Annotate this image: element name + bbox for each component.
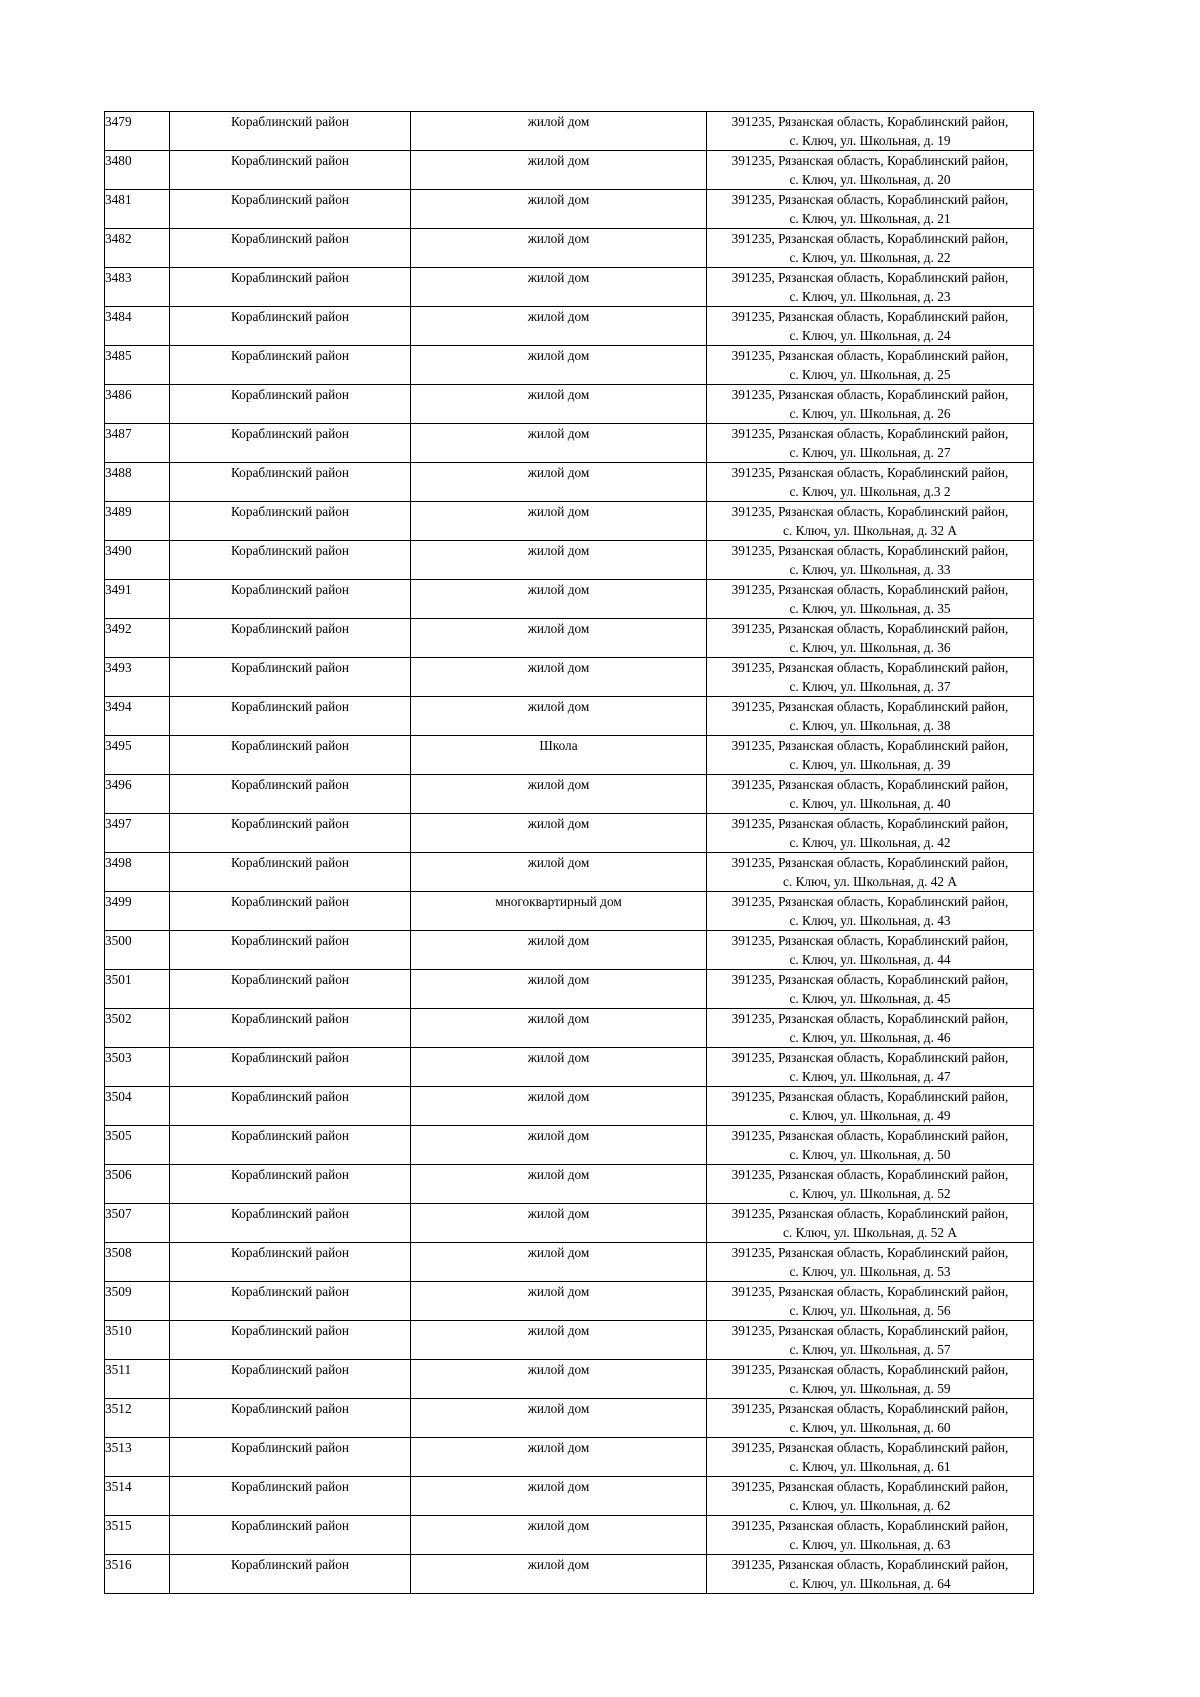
address-prefix: 391235, Рязанская область, Кораблинский район, [731,1050,1009,1065]
address-street: с. Ключ, ул. Школьная, д. 49 [789,1108,951,1123]
district-cell: Кораблинский район [170,1048,411,1087]
table-row [105,346,1034,385]
address-street: с. Ключ, ул. Школьная, д. 27 [789,445,951,460]
object-type-cell: жилой дом [411,385,707,424]
address-prefix: 391235, Рязанская область, Кораблинский район, [731,348,1009,363]
object-type-cell: жилой дом [411,1321,707,1360]
row-number: 3504 [105,1087,170,1126]
address-street: с. Ключ, ул. Школьная, д. 57 [789,1342,951,1357]
address-cell [707,1243,1034,1282]
address-prefix: 391235, Рязанская область, Кораблинский район, [731,114,1009,129]
table-row [105,463,1034,502]
address-cell [707,892,1034,931]
table-row [105,1243,1034,1282]
address-cell [707,1048,1034,1087]
table-row [105,112,1034,151]
address-street: с. Ключ, ул. Школьная, д. 64 [789,1576,951,1591]
table-row [105,1399,1034,1438]
row-number: 3484 [105,307,170,346]
table-row [105,385,1034,424]
object-type-cell: жилой дом [411,1438,707,1477]
object-type-cell: жилой дом [411,1282,707,1321]
object-type-cell: жилой дом [411,1087,707,1126]
address-prefix: 391235, Рязанская область, Кораблинский район, [731,777,1009,792]
address-prefix: 391235, Рязанская область, Кораблинский район, [731,192,1009,207]
object-type-cell: жилой дом [411,697,707,736]
address-street: с. Ключ, ул. Школьная, д. 22 [789,250,951,265]
address-prefix: 391235, Рязанская область, Кораблинский район, [731,309,1009,324]
address-street: с. Ключ, ул. Школьная, д. 42 [789,835,951,850]
address-cell [707,1477,1034,1516]
table-row [105,1204,1034,1243]
address-prefix: 391235, Рязанская область, Кораблинский район, [731,1440,1009,1455]
address-prefix: 391235, Рязанская область, Кораблинский район, [731,933,1009,948]
row-number: 3501 [105,970,170,1009]
address-street: с. Ключ, ул. Школьная, д. 52 [789,1186,951,1201]
table-row [105,1438,1034,1477]
address-prefix: 391235, Рязанская область, Кораблинский район, [731,1206,1009,1221]
address-cell [707,1165,1034,1204]
address-prefix: 391235, Рязанская область, Кораблинский район, [731,1128,1009,1143]
row-number: 3513 [105,1438,170,1477]
district-cell: Кораблинский район [170,619,411,658]
district-cell: Кораблинский район [170,541,411,580]
table-row [105,619,1034,658]
district-cell: Кораблинский район [170,1360,411,1399]
district-cell: Кораблинский район [170,112,411,151]
table-row [105,775,1034,814]
address-street: с. Ключ, ул. Школьная, д. 35 [789,601,951,616]
object-type-cell: жилой дом [411,1204,707,1243]
address-street: с. Ключ, ул. Школьная, д. 24 [789,328,951,343]
address-cell [707,1009,1034,1048]
address-cell [707,970,1034,1009]
address-cell [707,1204,1034,1243]
table-row [105,1165,1034,1204]
address-prefix: 391235, Рязанская область, Кораблинский район, [731,270,1009,285]
district-cell: Кораблинский район [170,268,411,307]
row-number: 3491 [105,580,170,619]
district-cell: Кораблинский район [170,736,411,775]
address-street: с. Ключ, ул. Школьная, д. 52 А [783,1225,957,1240]
address-street: с. Ключ, ул. Школьная, д. 56 [789,1303,951,1318]
table-row [105,1126,1034,1165]
address-cell [707,346,1034,385]
table-row [105,931,1034,970]
district-cell: Кораблинский район [170,1204,411,1243]
address-street: с. Ключ, ул. Школьная, д. 36 [789,640,951,655]
district-cell: Кораблинский район [170,970,411,1009]
table-row [105,1477,1034,1516]
table-row [105,424,1034,463]
address-street: с. Ключ, ул. Школьная, д. 38 [789,718,951,733]
address-cell [707,1282,1034,1321]
address-cell [707,385,1034,424]
district-cell: Кораблинский район [170,502,411,541]
address-prefix: 391235, Рязанская область, Кораблинский район, [731,504,1009,519]
object-type-cell: жилой дом [411,151,707,190]
address-street: с. Ключ, ул. Школьная, д. 62 [789,1498,951,1513]
address-prefix: 391235, Рязанская область, Кораблинский район, [731,231,1009,246]
address-prefix: 391235, Рязанская область, Кораблинский район, [731,1011,1009,1026]
row-number: 3516 [105,1555,170,1594]
object-type-cell: жилой дом [411,1399,707,1438]
district-cell: Кораблинский район [170,151,411,190]
address-cell [707,190,1034,229]
table-row [105,580,1034,619]
address-cell [707,931,1034,970]
address-street: с. Ключ, ул. Школьная, д. 37 [789,679,951,694]
row-number: 3506 [105,1165,170,1204]
table-row [105,307,1034,346]
district-cell: Кораблинский район [170,1516,411,1555]
table-row [105,1009,1034,1048]
table-row [105,697,1034,736]
row-number: 3495 [105,736,170,775]
object-type-cell: жилой дом [411,1009,707,1048]
district-cell: Кораблинский район [170,1009,411,1048]
address-cell [707,463,1034,502]
object-type-cell: жилой дом [411,580,707,619]
address-cell [707,1438,1034,1477]
district-cell: Кораблинский район [170,229,411,268]
object-type-cell: жилой дом [411,970,707,1009]
address-prefix: 391235, Рязанская область, Кораблинский район, [731,1089,1009,1104]
row-number: 3514 [105,1477,170,1516]
object-type-cell: жилой дом [411,268,707,307]
object-type-cell: жилой дом [411,346,707,385]
object-type-cell: жилой дом [411,112,707,151]
row-number: 3490 [105,541,170,580]
table-row [105,970,1034,1009]
address-prefix: 391235, Рязанская область, Кораблинский район, [731,543,1009,558]
address-cell [707,1360,1034,1399]
table-row [105,1321,1034,1360]
object-type-cell: многоквартирный дом [411,892,707,931]
address-prefix: 391235, Рязанская область, Кораблинский район, [731,738,1009,753]
table-row [105,736,1034,775]
address-prefix: 391235, Рязанская область, Кораблинский район, [731,816,1009,831]
address-prefix: 391235, Рязанская область, Кораблинский район, [731,894,1009,909]
row-number: 3507 [105,1204,170,1243]
row-number: 3508 [105,1243,170,1282]
address-street: с. Ключ, ул. Школьная, д. 20 [789,172,951,187]
address-prefix: 391235, Рязанская область, Кораблинский район, [731,1167,1009,1182]
address-street: с. Ключ, ул. Школьная, д. 43 [789,913,951,928]
object-type-cell: жилой дом [411,814,707,853]
row-number: 3502 [105,1009,170,1048]
address-prefix: 391235, Рязанская область, Кораблинский район, [731,426,1009,441]
address-street: с. Ключ, ул. Школьная, д. 23 [789,289,951,304]
object-type-cell: жилой дом [411,229,707,268]
address-cell [707,1555,1034,1594]
address-cell [707,580,1034,619]
object-type-cell: жилой дом [411,1165,707,1204]
address-prefix: 391235, Рязанская область, Кораблинский район, [731,465,1009,480]
object-type-cell: жилой дом [411,463,707,502]
object-type-cell: жилой дом [411,424,707,463]
address-street: с. Ключ, ул. Школьная, д. 60 [789,1420,951,1435]
district-cell: Кораблинский район [170,1243,411,1282]
address-prefix: 391235, Рязанская область, Кораблинский район, [731,1479,1009,1494]
address-street: с. Ключ, ул. Школьная, д. 39 [789,757,951,772]
district-cell: Кораблинский район [170,1399,411,1438]
row-number: 3509 [105,1282,170,1321]
district-cell: Кораблинский район [170,307,411,346]
object-type-cell: жилой дом [411,775,707,814]
object-type-cell: жилой дом [411,1477,707,1516]
district-cell: Кораблинский район [170,385,411,424]
address-street: с. Ключ, ул. Школьная, д.3 2 [789,484,951,499]
address-cell [707,151,1034,190]
address-cell [707,775,1034,814]
table-row [105,190,1034,229]
address-prefix: 391235, Рязанская область, Кораблинский район, [731,621,1009,636]
district-cell: Кораблинский район [170,892,411,931]
row-number: 3482 [105,229,170,268]
row-number: 3499 [105,892,170,931]
row-number: 3496 [105,775,170,814]
address-prefix: 391235, Рязанская область, Кораблинский район, [731,972,1009,987]
district-cell: Кораблинский район [170,814,411,853]
address-cell [707,1087,1034,1126]
address-cell [707,112,1034,151]
table-row [105,1282,1034,1321]
address-cell [707,658,1034,697]
row-number: 3511 [105,1360,170,1399]
table-row [105,892,1034,931]
address-cell [707,502,1034,541]
district-cell: Кораблинский район [170,697,411,736]
address-street: с. Ключ, ул. Школьная, д. 63 [789,1537,951,1552]
address-cell [707,1399,1034,1438]
district-cell: Кораблинский район [170,190,411,229]
table-row [105,1048,1034,1087]
address-street: с. Ключ, ул. Школьная, д. 46 [789,1030,951,1045]
row-number: 3480 [105,151,170,190]
address-prefix: 391235, Рязанская область, Кораблинский район, [731,1284,1009,1299]
row-number: 3494 [105,697,170,736]
row-number: 3512 [105,1399,170,1438]
object-type-cell: жилой дом [411,1360,707,1399]
address-street: с. Ключ, ул. Школьная, д. 25 [789,367,951,382]
address-street: с. Ключ, ул. Школьная, д. 47 [789,1069,951,1084]
district-cell: Кораблинский район [170,1438,411,1477]
address-prefix: 391235, Рязанская область, Кораблинский район, [731,660,1009,675]
row-number: 3489 [105,502,170,541]
address-cell [707,1321,1034,1360]
district-cell: Кораблинский район [170,424,411,463]
object-type-cell: жилой дом [411,502,707,541]
address-cell [707,229,1034,268]
district-cell: Кораблинский район [170,853,411,892]
table-row [105,151,1034,190]
address-street: с. Ключ, ул. Школьная, д. 33 [789,562,951,577]
district-cell: Кораблинский район [170,658,411,697]
district-cell: Кораблинский район [170,1555,411,1594]
object-type-cell: жилой дом [411,619,707,658]
table-row [105,268,1034,307]
row-number: 3500 [105,931,170,970]
address-prefix: 391235, Рязанская область, Кораблинский район, [731,1245,1009,1260]
row-number: 3481 [105,190,170,229]
object-type-cell: жилой дом [411,853,707,892]
object-type-cell: жилой дом [411,1243,707,1282]
table-row [105,541,1034,580]
table-row [105,1516,1034,1555]
row-number: 3479 [105,112,170,151]
row-number: 3492 [105,619,170,658]
district-cell: Кораблинский район [170,580,411,619]
object-type-cell: жилой дом [411,1555,707,1594]
district-cell: Кораблинский район [170,931,411,970]
address-street: с. Ключ, ул. Школьная, д. 50 [789,1147,951,1162]
table-row [105,658,1034,697]
address-prefix: 391235, Рязанская область, Кораблинский район, [731,153,1009,168]
district-cell: Кораблинский район [170,775,411,814]
district-cell: Кораблинский район [170,1087,411,1126]
address-street: с. Ключ, ул. Школьная, д. 40 [789,796,951,811]
address-cell [707,424,1034,463]
row-number: 3515 [105,1516,170,1555]
address-cell [707,736,1034,775]
address-prefix: 391235, Рязанская область, Кораблинский район, [731,855,1009,870]
address-prefix: 391235, Рязанская область, Кораблинский район, [731,699,1009,714]
table-row [105,229,1034,268]
row-number: 3498 [105,853,170,892]
address-street: с. Ключ, ул. Школьная, д. 19 [789,133,951,148]
objects-table-body [105,112,1034,1594]
table-row [105,1087,1034,1126]
table-row [105,1555,1034,1594]
table-row [105,502,1034,541]
address-street: с. Ключ, ул. Школьная, д. 32 А [783,523,957,538]
address-prefix: 391235, Рязанская область, Кораблинский район, [731,1518,1009,1533]
address-prefix: 391235, Рязанская область, Кораблинский район, [731,1557,1009,1572]
table-row [105,814,1034,853]
address-cell [707,1516,1034,1555]
objects-table [104,111,1034,1594]
address-prefix: 391235, Рязанская область, Кораблинский район, [731,1323,1009,1338]
address-cell [707,268,1034,307]
address-street: с. Ключ, ул. Школьная, д. 53 [789,1264,951,1279]
address-cell [707,541,1034,580]
address-prefix: 391235, Рязанская область, Кораблинский район, [731,582,1009,597]
district-cell: Кораблинский район [170,1282,411,1321]
object-type-cell: Школа [411,736,707,775]
object-type-cell: жилой дом [411,541,707,580]
row-number: 3510 [105,1321,170,1360]
table-row [105,853,1034,892]
address-cell [707,853,1034,892]
district-cell: Кораблинский район [170,1165,411,1204]
address-street: с. Ключ, ул. Школьная, д. 59 [789,1381,951,1396]
row-number: 3493 [105,658,170,697]
address-street: с. Ключ, ул. Школьная, д. 44 [789,952,951,967]
object-type-cell: жилой дом [411,190,707,229]
address-cell [707,1126,1034,1165]
address-prefix: 391235, Рязанская область, Кораблинский район, [731,387,1009,402]
row-number: 3488 [105,463,170,502]
address-street: с. Ключ, ул. Школьная, д. 42 А [783,874,957,889]
address-cell [707,619,1034,658]
table-row [105,1360,1034,1399]
row-number: 3485 [105,346,170,385]
row-number: 3497 [105,814,170,853]
address-prefix: 391235, Рязанская область, Кораблинский район, [731,1401,1009,1416]
row-number: 3505 [105,1126,170,1165]
object-type-cell: жилой дом [411,1126,707,1165]
address-prefix: 391235, Рязанская область, Кораблинский район, [731,1362,1009,1377]
district-cell: Кораблинский район [170,1321,411,1360]
object-type-cell: жилой дом [411,1516,707,1555]
address-street: с. Ключ, ул. Школьная, д. 21 [789,211,951,226]
address-street: с. Ключ, ул. Школьная, д. 45 [789,991,951,1006]
object-type-cell: жилой дом [411,931,707,970]
district-cell: Кораблинский район [170,1126,411,1165]
object-type-cell: жилой дом [411,307,707,346]
address-street: с. Ключ, ул. Школьная, д. 61 [789,1459,951,1474]
row-number: 3503 [105,1048,170,1087]
row-number: 3483 [105,268,170,307]
address-cell [707,814,1034,853]
object-type-cell: жилой дом [411,1048,707,1087]
address-cell [707,307,1034,346]
row-number: 3486 [105,385,170,424]
district-cell: Кораблинский район [170,1477,411,1516]
address-street: с. Ключ, ул. Школьная, д. 26 [789,406,951,421]
row-number: 3487 [105,424,170,463]
district-cell: Кораблинский район [170,346,411,385]
address-cell [707,697,1034,736]
district-cell: Кораблинский район [170,463,411,502]
object-type-cell: жилой дом [411,658,707,697]
